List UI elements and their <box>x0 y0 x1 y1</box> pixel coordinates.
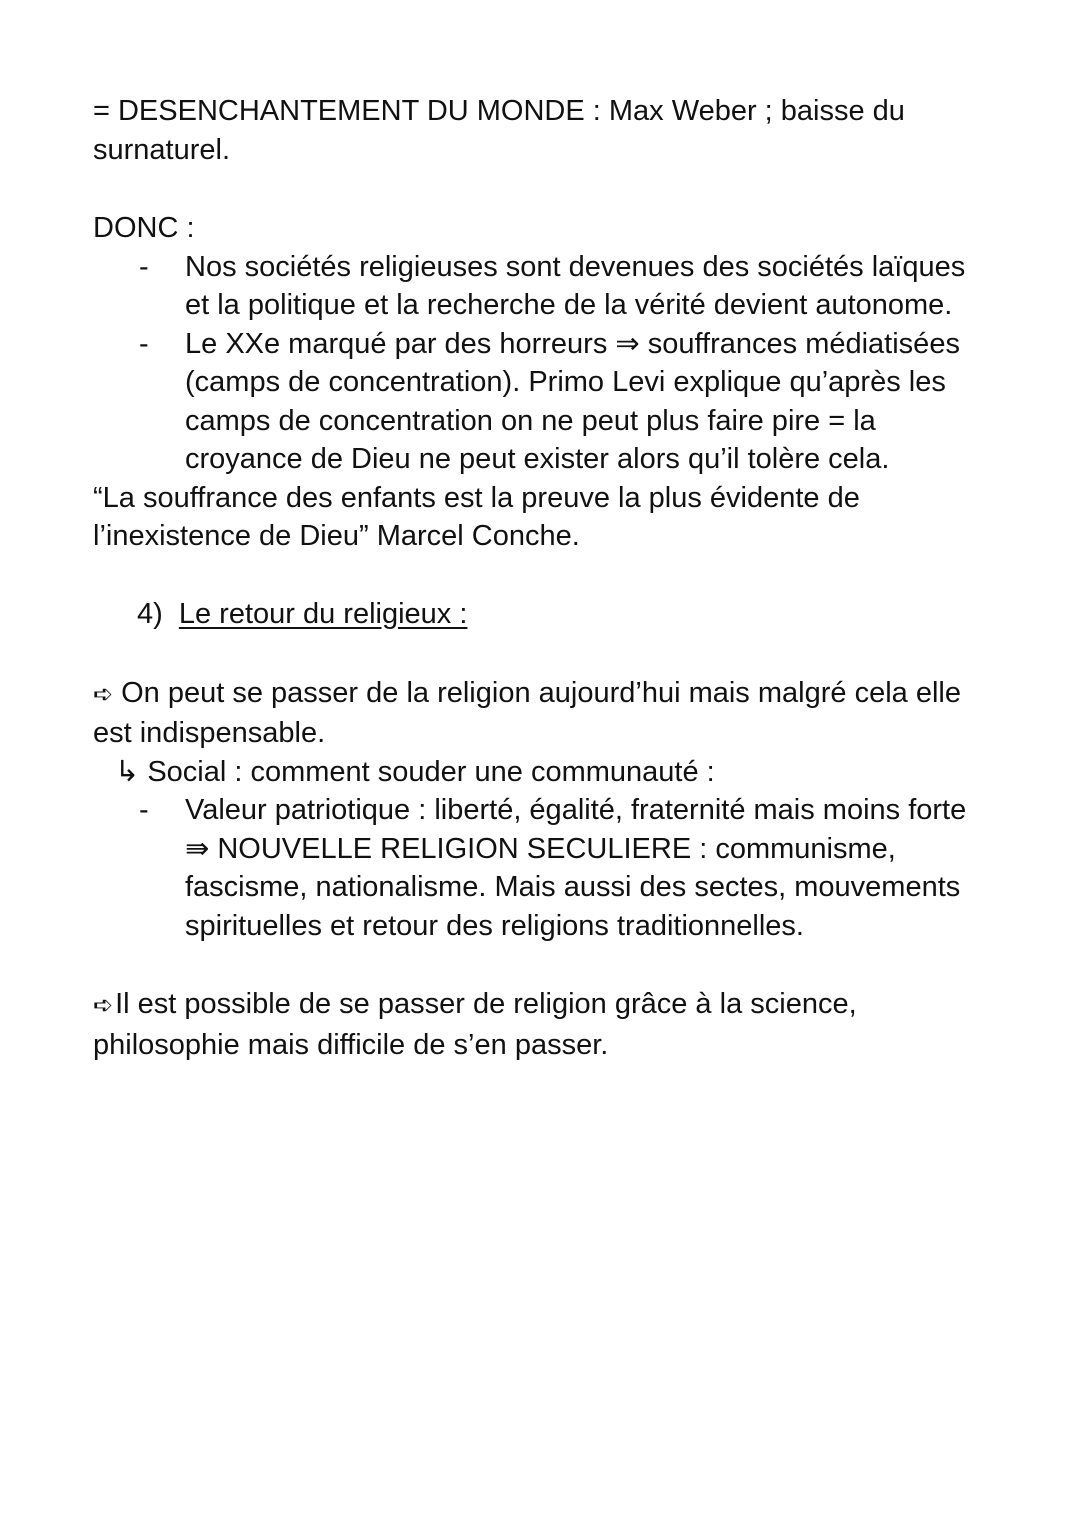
list-item <box>93 325 993 479</box>
bullet-text: Valeur patriotique : liberté, égalité, fraternité mais moins forte ⇛ NOUVELLE RELIGION SECULIERE : communisme, fascisme, nationalisme. Mais aussi des sectes, mouvements spirituelles et retour des religions traditionnelles. <box>185 794 967 942</box>
dash-marker: - <box>139 250 149 283</box>
paragraph-desenchantement: = DESENCHANTEMENT DU MONDE : Max Weber ; baisse du surnaturel. <box>93 95 905 166</box>
bullet-text: Le XXe marqué par des horreurs ⇒ souffrances médiatisées (camps de concentration). Primo Levi explique qu’après les camps de concentration on ne peut plus faire pire = la croyance de Dieu ne peut exister alors qu’il tolère cela. <box>185 327 960 475</box>
arrow-paragraph-text: On peut se passer de la religion aujourd’hui mais malgré cela elle est indispensable. <box>93 676 961 749</box>
bullet-text: Nos sociétés religieuses sont devenues des sociétés laïques et la politique et la recherche de la vérité devient autonome. <box>185 250 966 321</box>
list-item <box>93 248 993 325</box>
dash-marker: - <box>139 327 149 360</box>
down-right-arrow-icon: ↳ <box>115 755 140 788</box>
arrow-paragraph-text: Il est possible de se passer de religion grâce à la science, philosophie mais difficile de s’en passer. <box>93 988 857 1061</box>
quote-conche: “La souffrance des enfants est la preuve la plus évidente de l’inexistence de Dieu” Marcel Conche. <box>93 481 860 552</box>
paragraph-arrow-indispensable <box>93 674 993 753</box>
list-item <box>93 791 993 945</box>
paragraph-arrow-science <box>93 985 993 1064</box>
donc-label: DONC : <box>93 212 195 244</box>
donc-bullet-list <box>93 248 993 479</box>
dash-marker: - <box>139 794 149 826</box>
arrow-right-icon: ➪ <box>93 680 114 708</box>
section-heading <box>93 594 993 634</box>
arrow-right-icon: ➪ <box>93 992 114 1019</box>
social-bullet-list <box>93 791 993 945</box>
section-title: Le retour du religieux : <box>178 597 468 630</box>
document-page <box>93 92 993 1064</box>
sub-line-social <box>93 753 993 792</box>
section-number: 4) <box>137 597 163 630</box>
sub-line-text: Social : comment souder une communauté : <box>147 755 715 788</box>
